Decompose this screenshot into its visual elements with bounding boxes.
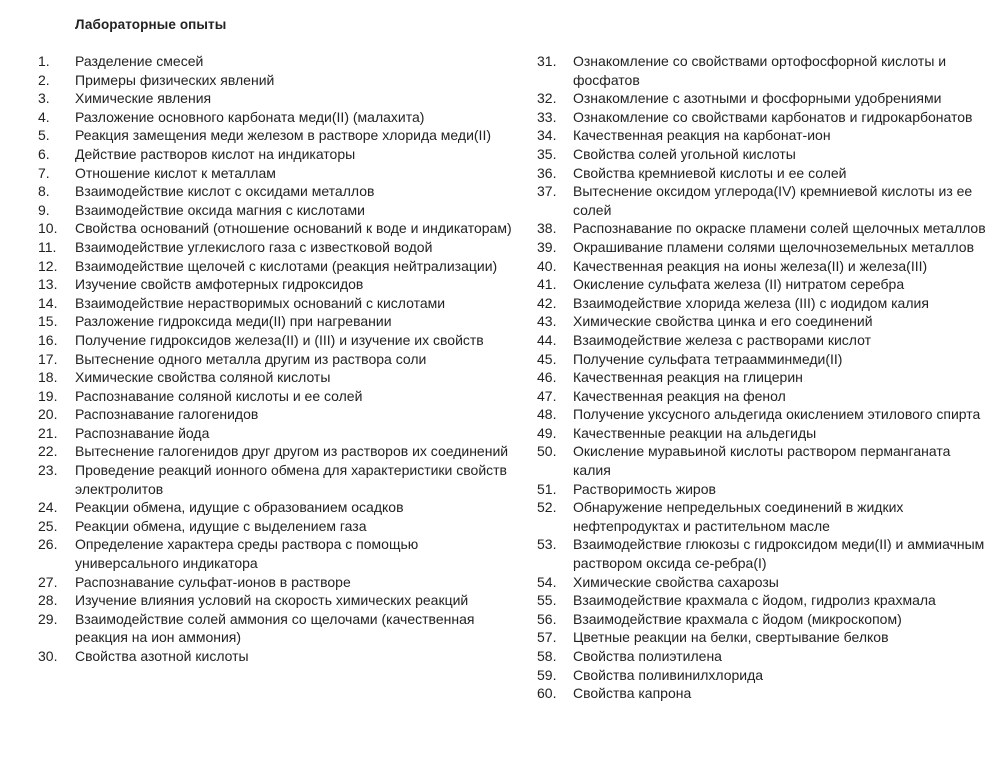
list-item [38, 424, 518, 443]
list-item [38, 535, 518, 572]
list-item [537, 424, 992, 443]
list-item [537, 498, 992, 535]
item-text: Качественная реакция на фенол [573, 387, 786, 404]
list-item [38, 350, 518, 369]
item-text: Взаимодействие глюкозы с гидроксидом меди(II) и аммиачным раствором оксида се-ребра(I) [573, 536, 985, 572]
list-item [537, 591, 992, 610]
item-text: Разделение смесей [75, 53, 204, 69]
item-text: Ознакомление с азотными и фосфорными удобрениями [573, 90, 942, 107]
item-number: 47. [537, 387, 557, 404]
item-number: 48. [537, 406, 557, 423]
item-number: 23. [38, 462, 58, 479]
item-text: Свойства поливинилхлорида [573, 666, 764, 683]
list-item [38, 610, 518, 647]
item-number: 38. [537, 220, 557, 237]
item-number: 20. [38, 406, 58, 423]
item-text: Ознакомление со свойствами карбонатов и гидрокарбонатов [573, 108, 973, 125]
item-number: 28. [38, 592, 58, 609]
item-text: Распознавание по окраске пламени солей щелочных металлов [573, 220, 986, 237]
item-number: 11. [38, 238, 57, 255]
list-item [38, 517, 518, 536]
item-text: Отношение кислот к металлам [75, 164, 276, 181]
list-item [537, 573, 992, 592]
item-text: Ознакомление со свойствами ортофосфорной кислоты и фосфатов [573, 53, 947, 88]
item-text: Химические явления [75, 90, 212, 107]
item-text: Распознавание сульфат-ионов в растворе [75, 573, 351, 590]
list-item [38, 442, 518, 461]
list-item [537, 684, 992, 703]
item-number: 26. [38, 536, 58, 553]
list-item [38, 368, 518, 387]
item-number: 36. [537, 164, 557, 181]
list-item [38, 331, 518, 350]
list-item [537, 368, 992, 387]
list-item [537, 275, 992, 294]
item-number: 2. [38, 71, 50, 88]
item-number: 32. [537, 90, 557, 107]
item-number: 22. [38, 443, 58, 460]
item-text: Получение гидроксидов железа(II) и (III) и изучение их свойств [75, 331, 484, 348]
item-number: 7. [38, 164, 50, 181]
item-text: Окрашивание пламени солями щелочноземельных металлов [573, 238, 975, 255]
item-text: Растворимость жиров [573, 480, 716, 497]
item-number: 24. [38, 499, 58, 516]
item-text: Получение сульфата тетраамминмеди(II) [573, 350, 843, 367]
item-text: Вытеснение одного металла другим из раствора соли [75, 350, 427, 367]
list-item [38, 145, 518, 164]
item-text: Взаимодействие кислот с оксидами металлов [75, 183, 375, 200]
list-item [537, 312, 992, 331]
item-number: 52. [537, 499, 557, 516]
item-text: Окисление муравьиной кислоты раствором перманганата калия [573, 443, 951, 479]
item-text: Цветные реакции на белки, свертывание белков [573, 629, 889, 646]
item-number: 10. [38, 220, 58, 237]
item-text: Свойства полиэтилена [573, 648, 722, 664]
list-item [537, 108, 992, 127]
list-item [38, 591, 518, 610]
item-text: Взаимодействие щелочей с кислотами (реакция нейтрализации) [75, 257, 498, 274]
item-text: Качественная реакция на глицерин [573, 369, 803, 386]
list-item [537, 89, 992, 108]
item-text: Свойства солей угольной кислоты [573, 145, 796, 162]
list-item [537, 405, 992, 424]
item-text: Изучение влияния условий на скорость химических реакций [75, 592, 469, 609]
item-number: 51. [537, 480, 557, 497]
list-item [537, 331, 992, 350]
item-text: Распознавание йода [75, 424, 210, 441]
list-item [537, 238, 992, 257]
list-item [38, 387, 518, 406]
item-text: Получение уксусного альдегида окислением этилового спирта [573, 406, 981, 423]
list-item [537, 164, 992, 183]
item-text: Распознавание соляной кислоты и ее солей [75, 387, 363, 404]
item-number: 21. [38, 424, 58, 441]
list-item [537, 666, 992, 685]
item-number: 12. [38, 257, 58, 274]
item-number: 41. [537, 276, 557, 293]
item-number: 19. [38, 387, 58, 404]
document-title: Лабораторные опыты [75, 17, 227, 32]
item-number: 39. [537, 238, 557, 255]
item-number: 3. [38, 90, 50, 107]
list-item [537, 257, 992, 276]
item-number: 16. [38, 331, 58, 348]
item-number: 53. [537, 536, 557, 553]
item-text: Примеры физических явлений [75, 71, 275, 88]
item-text: Взаимодействие оксида магния с кислотами [75, 201, 365, 218]
item-number: 35. [537, 145, 557, 162]
item-number: 25. [38, 517, 58, 534]
item-text: Вытеснение оксидом углерода(IV) кремниевой кислоты из ее солей [573, 183, 973, 218]
item-text: Взаимодействие железа с растворами кислот [573, 331, 872, 348]
item-text: Действие растворов кислот на индикаторы [75, 145, 356, 162]
item-text: Свойства кремниевой кислоты и ее солей [573, 164, 847, 181]
item-number: 58. [537, 648, 557, 664]
item-number: 30. [38, 648, 58, 664]
list-item [537, 647, 992, 666]
list-item [38, 238, 518, 257]
item-text: Окисление сульфата железа (II) нитратом серебра [573, 276, 905, 293]
item-text: Вытеснение галогенидов друг другом из растворов их соединений [75, 443, 509, 460]
item-number: 14. [38, 294, 58, 311]
item-text: Химические свойства соляной кислоты [75, 369, 331, 386]
item-text: Взаимодействие углекислого газа с известковой водой [75, 238, 433, 255]
item-text: Свойства оснований (отношение оснований к воде и индикаторам) [75, 220, 512, 237]
item-number: 13. [38, 276, 58, 293]
list-item [537, 219, 992, 238]
item-number: 44. [537, 331, 557, 348]
list-item [537, 387, 992, 406]
list-item [38, 164, 518, 183]
list-item [38, 182, 518, 201]
item-text: Разложение гидроксида меди(II) при нагревании [75, 313, 392, 330]
list-item [38, 71, 518, 90]
item-number: 42. [537, 294, 557, 311]
item-number: 46. [537, 369, 557, 386]
list-item [537, 182, 992, 219]
item-text: Изучение свойств амфотерных гидроксидов [75, 276, 364, 293]
list-item [537, 628, 992, 647]
list-item [537, 610, 992, 629]
list-item [38, 219, 518, 238]
item-number: 50. [537, 443, 557, 460]
list-item [38, 498, 518, 517]
list-item [38, 108, 518, 127]
item-text: Реакции обмена, идущие с образованием осадков [75, 499, 404, 516]
item-number: 59. [537, 666, 557, 683]
item-number: 43. [537, 313, 557, 330]
item-number: 34. [537, 127, 557, 144]
item-text: Реакция замещения меди железом в растворе хлорида меди(II) [75, 127, 491, 144]
item-number: 54. [537, 573, 557, 590]
list-item [38, 405, 518, 424]
item-text: Обнаружение непредельных соединений в жидких нефтепродуктах и растительном масле [573, 499, 904, 534]
list-item [537, 535, 992, 572]
item-text: Взаимодействие нерастворимых оснований с кислотами [75, 294, 446, 311]
experiment-list-left [38, 52, 518, 666]
item-number: 33. [537, 108, 557, 125]
list-item [38, 294, 518, 313]
item-number: 40. [537, 257, 557, 274]
item-text: Разложение основного карбоната меди(II) (малахита) [75, 108, 425, 125]
item-text: Распознавание галогенидов [75, 406, 259, 423]
list-item [38, 89, 518, 108]
item-number: 8. [38, 183, 50, 200]
item-number: 15. [38, 313, 58, 330]
item-number: 60. [537, 685, 557, 702]
list-item [537, 145, 992, 164]
item-text: Качественные реакции на альдегиды [573, 424, 817, 441]
item-number: 27. [38, 573, 58, 590]
item-number: 55. [537, 592, 557, 609]
item-text: Химические свойства сахарозы [573, 573, 779, 590]
item-text: Определение характера среды раствора с помощью универсального индикатора [75, 536, 419, 572]
item-text: Взаимодействие крахмала с йодом, гидролиз крахмала [573, 592, 936, 609]
item-number: 17. [38, 350, 58, 367]
list-item [537, 52, 992, 89]
item-number: 49. [537, 424, 557, 441]
list-item [38, 257, 518, 276]
item-text: Свойства капрона [573, 685, 692, 702]
list-item [38, 275, 518, 294]
list-item [38, 126, 518, 145]
item-text: Свойства азотной кислоты [75, 648, 249, 664]
item-number: 31. [537, 53, 557, 69]
item-text: Проведение реакций ионного обмена для характеристики свойств электролитов [75, 462, 507, 497]
item-number: 9. [38, 201, 50, 218]
item-number: 18. [38, 369, 58, 386]
item-number: 4. [38, 108, 50, 125]
list-item [38, 573, 518, 592]
experiment-list-right [537, 52, 992, 703]
list-item [38, 312, 518, 331]
item-text: Качественная реакция на ионы железа(II) и железа(III) [573, 257, 928, 274]
item-text: Взаимодействие хлорида железа (III) с иодидом калия [573, 294, 929, 311]
list-item [537, 126, 992, 145]
item-number: 37. [537, 183, 557, 200]
item-number: 45. [537, 350, 557, 367]
item-text: Взаимодействие солей аммония со щелочами (качественная реакция на ион аммония) [75, 610, 475, 646]
list-item [38, 52, 518, 71]
item-number: 56. [537, 610, 557, 627]
item-text: Взаимодействие крахмала с йодом (микроскопом) [573, 610, 902, 627]
item-text: Химические свойства цинка и его соединений [573, 313, 873, 330]
item-number: 57. [537, 629, 557, 646]
list-item [537, 480, 992, 499]
list-item [38, 201, 518, 220]
item-number: 5. [38, 127, 50, 144]
list-item [537, 294, 992, 313]
list-item [38, 461, 518, 498]
item-number: 6. [38, 145, 50, 162]
item-number: 1. [38, 53, 50, 69]
list-item [38, 647, 518, 666]
item-number: 29. [38, 610, 58, 627]
list-item [537, 350, 992, 369]
list-item [537, 442, 992, 479]
item-text: Реакции обмена, идущие с выделением газа [75, 517, 367, 534]
item-text: Качественная реакция на карбонат-ион [573, 127, 831, 144]
